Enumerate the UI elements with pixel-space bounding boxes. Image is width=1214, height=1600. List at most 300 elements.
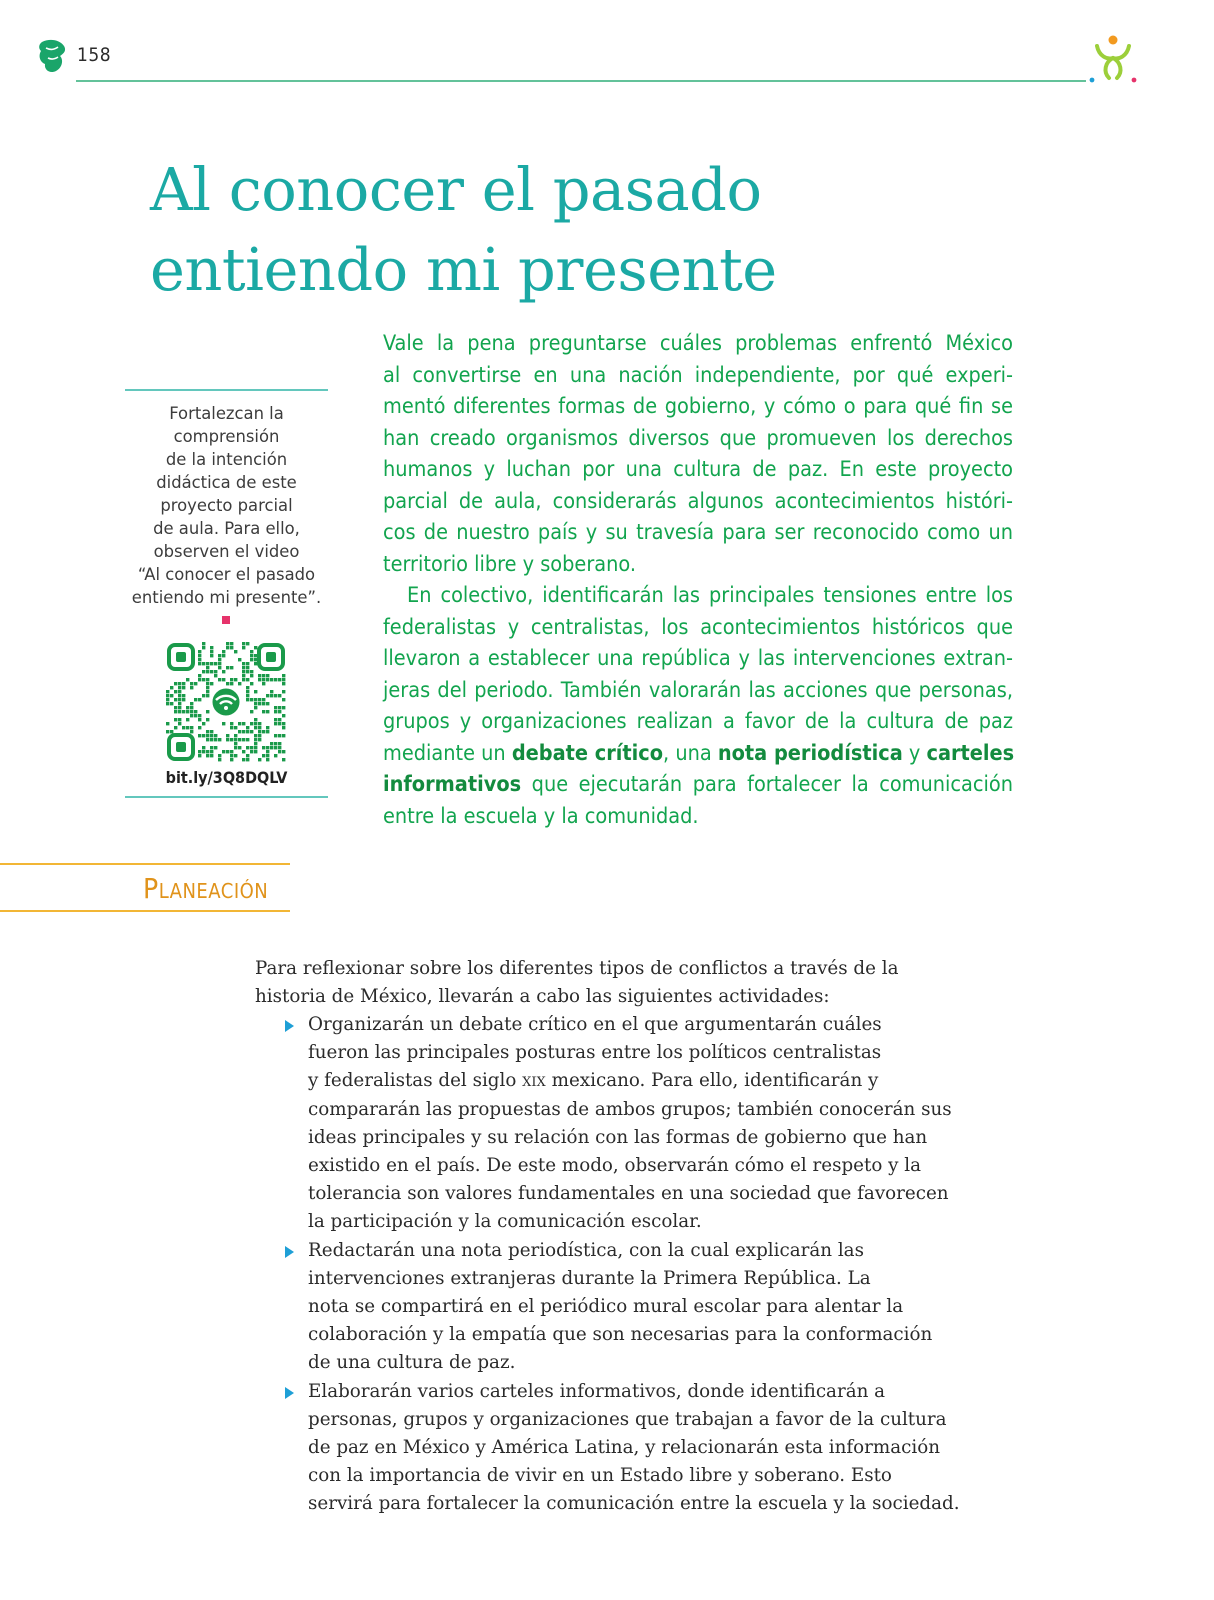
qr-module (210, 746, 213, 749)
qr-module (230, 754, 233, 757)
body-line: historia de México, llevarán a cabo las siguientes actividades: (255, 986, 830, 1007)
list-line: servirá para fortalecer la comunicación entre la escuela y la sociedad. (308, 1493, 960, 1515)
qr-module (210, 654, 213, 657)
list-line: colaboración y la empatía que son necesarias para la conformación (308, 1324, 933, 1346)
qr-module (274, 718, 277, 721)
qr-module (210, 738, 213, 741)
section-bottom-divider (0, 910, 290, 912)
list-line (308, 1067, 962, 1095)
qr-module (226, 642, 229, 645)
qr-module (206, 754, 209, 757)
qr-module (242, 730, 245, 733)
qr-module (258, 738, 261, 741)
qr-module (190, 686, 193, 689)
qr-module (246, 670, 249, 673)
qr-module (278, 746, 281, 749)
bullet-triangle-icon (285, 1387, 294, 1399)
qr-module (178, 702, 181, 705)
qr-module (218, 678, 221, 681)
qr-module (250, 746, 253, 749)
qr-module (166, 698, 169, 701)
qr-module (266, 750, 269, 753)
intro-line: llevaron a establecer una república y las intervenciones extran- (383, 646, 1013, 671)
qr-module (174, 682, 177, 685)
qr-module (246, 726, 249, 729)
qr-module (242, 722, 245, 725)
qr-module (214, 670, 217, 673)
qr-module (178, 698, 181, 701)
list-line: la participación y la comunicación escolar. (308, 1211, 702, 1233)
qr-module (178, 682, 181, 685)
keyword-informativos: informativos (383, 772, 522, 797)
qr-module (206, 686, 209, 689)
qr-module (238, 658, 241, 661)
section-top-divider (0, 863, 290, 865)
qr-module (282, 750, 285, 753)
qr-module (206, 730, 209, 733)
qr-module (198, 734, 201, 737)
qr-module (246, 754, 249, 757)
sidebar-line: entiendo mi presente”. (131, 588, 322, 607)
qr-module (198, 754, 201, 757)
qr-module (282, 726, 285, 729)
sidebar-line: proyecto parcial (160, 496, 293, 515)
qr-module (246, 698, 249, 701)
qr-module (202, 670, 205, 673)
qr-module (242, 646, 245, 649)
qr-module (282, 758, 285, 761)
qr-code[interactable] (166, 642, 286, 762)
qr-module (258, 698, 261, 701)
qr-module (282, 714, 285, 717)
qr-module (266, 678, 269, 681)
qr-module (170, 686, 173, 689)
qr-module (202, 722, 205, 725)
qr-module (178, 686, 181, 689)
qr-module (254, 718, 257, 721)
qr-module (174, 698, 177, 701)
qr-module (206, 662, 209, 665)
intro-text: que ejecutarán para fortalecer la comunicación (521, 772, 1013, 797)
qr-module (246, 662, 249, 665)
list-line: personas, grupos y organizaciones que trabajan a favor de la cultura (308, 1408, 947, 1430)
qr-module (242, 678, 245, 681)
qr-module (250, 698, 253, 701)
qr-module (258, 674, 261, 677)
qr-module (262, 754, 265, 757)
qr-module (230, 758, 233, 761)
qr-module (282, 678, 285, 681)
list-item (282, 1237, 962, 1378)
qr-module (262, 674, 265, 677)
qr-module (274, 694, 277, 697)
qr-module (206, 734, 209, 737)
qr-module (206, 738, 209, 741)
qr-module (182, 682, 185, 685)
qr-module (174, 690, 177, 693)
qr-module (242, 670, 245, 673)
qr-module (266, 710, 269, 713)
qr-module (190, 730, 193, 733)
qr-module (246, 690, 249, 693)
qr-module (198, 650, 201, 653)
qr-module (190, 710, 193, 713)
intro-line: territorio libre y soberano. (383, 551, 636, 577)
qr-module (254, 702, 257, 705)
qr-module (210, 670, 213, 673)
qr-module (198, 658, 201, 661)
qr-module (230, 642, 233, 645)
qr-module (166, 702, 169, 705)
qr-module (242, 642, 245, 645)
sidebar-line: de la intención (165, 450, 288, 469)
qr-module (278, 710, 281, 713)
qr-module (270, 678, 273, 681)
qr-module (242, 758, 245, 761)
qr-module (274, 746, 277, 749)
qr-module (274, 710, 277, 713)
page-title (150, 150, 850, 310)
qr-module (250, 730, 253, 733)
qr-module (206, 670, 209, 673)
qr-module (246, 746, 249, 749)
qr-module (202, 678, 205, 681)
qr-module (186, 706, 189, 709)
qr-module (230, 646, 233, 649)
qr-module (166, 690, 169, 693)
qr-module (194, 698, 197, 701)
qr-module (254, 746, 257, 749)
qr-module (222, 670, 225, 673)
qr-module (190, 726, 193, 729)
qr-module (258, 758, 261, 761)
qr-module (206, 750, 209, 753)
qr-module (246, 694, 249, 697)
qr-module (210, 754, 213, 757)
qr-module (282, 698, 285, 701)
qr-module (282, 734, 285, 737)
qr-module (182, 694, 185, 697)
qr-module (190, 706, 193, 709)
qr-module (206, 718, 209, 721)
qr-module (234, 754, 237, 757)
qr-module (206, 666, 209, 669)
qr-module (182, 710, 185, 713)
qr-module (250, 670, 253, 673)
qr-module (266, 746, 269, 749)
activity-list (282, 1011, 962, 1519)
sidebar-line: comprensión (173, 427, 280, 446)
qr-module (210, 682, 213, 685)
qr-module (274, 754, 277, 757)
intro-line: han creado organismos diversos que promueven los derechos (383, 425, 1013, 451)
list-text: mexicano. Para ello, identificarán y (545, 1070, 879, 1092)
qr-module (274, 678, 277, 681)
qr-module (210, 650, 213, 653)
sidebar-line: didáctica de este (156, 473, 297, 492)
intro-line: al convertirse en una nación independiente, por qué experi- (383, 362, 1013, 388)
qr-module (230, 722, 233, 725)
qr-module (190, 702, 193, 705)
qr-module (166, 722, 169, 725)
qr-module (226, 750, 229, 753)
qr-module (194, 714, 197, 717)
qr-module (182, 698, 185, 701)
qr-module (262, 710, 265, 713)
qr-module (210, 750, 213, 753)
keyword-carteles: carteles (926, 740, 1015, 766)
qr-module (218, 758, 221, 761)
qr-module (226, 738, 229, 741)
qr-module (262, 698, 265, 701)
sidebar-line: “Al conocer el pasado (137, 565, 316, 584)
qr-module (218, 662, 221, 665)
intro-line: grupos y organizaciones realizan a favor de la cultura de paz (383, 709, 1013, 734)
qr-module (202, 642, 205, 645)
qr-module (182, 726, 185, 729)
qr-module (226, 734, 229, 737)
qr-module (254, 726, 257, 729)
qr-module (282, 682, 285, 685)
qr-module (250, 710, 253, 713)
qr-module (210, 646, 213, 649)
qr-module (254, 734, 257, 737)
qr-module (166, 730, 169, 733)
qr-module (278, 734, 281, 737)
list-text: y federalistas del siglo (308, 1070, 523, 1092)
qr-module (198, 674, 201, 677)
qr-module (274, 706, 277, 709)
bullet-triangle-icon (285, 1246, 294, 1258)
qr-module (202, 746, 205, 749)
intro-line: humanos y luchan por una cultura de paz. En este proyecto (383, 457, 1013, 482)
sidebar-bottom-divider (125, 796, 328, 798)
qr-module (254, 706, 257, 709)
list-line: tolerancia son valores fundamentales en una sociedad que favorecen (308, 1183, 949, 1205)
qr-module (210, 734, 213, 737)
qr-module (206, 682, 209, 685)
qr-module (246, 678, 249, 681)
qr-module (170, 702, 173, 705)
qr-module (218, 738, 221, 741)
qr-module (230, 738, 233, 741)
bullet-triangle-icon (285, 1020, 294, 1032)
qr-module (282, 674, 285, 677)
qr-module (242, 666, 245, 669)
qr-module (242, 674, 245, 677)
qr-module (174, 718, 177, 721)
qr-module (198, 698, 201, 701)
qr-module (254, 698, 257, 701)
qr-module (186, 726, 189, 729)
qr-module (258, 726, 261, 729)
qr-module (214, 746, 217, 749)
qr-module (254, 690, 257, 693)
intro-text: , una (663, 740, 718, 766)
qr-module (182, 686, 185, 689)
qr-module (238, 746, 241, 749)
qr-module (174, 710, 177, 713)
qr-module (234, 746, 237, 749)
page-number: 158 (77, 44, 112, 66)
qr-module (250, 658, 253, 661)
qr-module (178, 710, 181, 713)
qr-module (218, 658, 221, 661)
qr-module (234, 650, 237, 653)
qr-module (202, 662, 205, 665)
qr-module (278, 722, 281, 725)
qr-module (222, 678, 225, 681)
title-line-1: Al conocer el pasado (150, 155, 762, 224)
qr-module (274, 722, 277, 725)
qr-module (186, 710, 189, 713)
qr-module (270, 694, 273, 697)
qr-module (278, 742, 281, 745)
sidebar-note (125, 402, 328, 609)
list-line: de paz en México y América Latina, y relacionarán esta información (308, 1437, 941, 1459)
qr-module (178, 694, 181, 697)
qr-module (246, 738, 249, 741)
keyword-debate: debate crítico (511, 740, 664, 766)
qr-module (278, 706, 281, 709)
qr-module (214, 674, 217, 677)
qr-module (246, 686, 249, 689)
qr-module (278, 718, 281, 721)
qr-module (250, 654, 253, 657)
header-divider (76, 80, 1086, 82)
qr-module (282, 706, 285, 709)
qr-module (266, 726, 269, 729)
qr-module (230, 678, 233, 681)
qr-module (226, 682, 229, 685)
qr-module (254, 654, 257, 657)
list-line: de una cultura de paz. (308, 1352, 516, 1374)
qr-module (238, 682, 241, 685)
qr-module (258, 734, 261, 737)
qr-module (234, 734, 237, 737)
qr-module (246, 642, 249, 645)
list-line: Redactarán una nota periodística, con la cual explicarán las (308, 1239, 864, 1261)
title-line-2: entiendo mi presente (150, 235, 777, 304)
qr-module (278, 694, 281, 697)
qr-module (234, 742, 237, 745)
qr-module (262, 682, 265, 685)
qr-module (218, 754, 221, 757)
intro-line (383, 769, 1013, 801)
qr-module (198, 678, 201, 681)
qr-module (254, 722, 257, 725)
qr-module (262, 702, 265, 705)
qr-module (250, 650, 253, 653)
qr-module (206, 694, 209, 697)
qr-module (222, 650, 225, 653)
qr-module (246, 758, 249, 761)
qr-module (202, 750, 205, 753)
qr-module (214, 734, 217, 737)
list-item (282, 1378, 962, 1519)
list-line: intervenciones extranjeras durante la Primera República. La (308, 1267, 871, 1289)
intro-line: Vale la pena preguntarse cuáles problemas enfrentó México (383, 331, 1013, 356)
qr-module (238, 722, 241, 725)
intro-line: entre la escuela y la comunidad. (383, 803, 699, 829)
qr-module (242, 662, 245, 665)
qr-module (198, 662, 201, 665)
qr-module (222, 750, 225, 753)
qr-module (210, 662, 213, 665)
qr-module (214, 662, 217, 665)
qr-module (278, 750, 281, 753)
qr-module (202, 646, 205, 649)
intro-line: federalistas y centralistas, los acontecimientos históricos que (383, 614, 1013, 640)
qr-module (254, 662, 257, 665)
qr-module (254, 750, 257, 753)
sidebar-line: Fortalezcan la (169, 404, 284, 423)
sidebar-top-divider (125, 389, 328, 391)
qr-module (178, 722, 181, 725)
qr-module (274, 734, 277, 737)
qr-module (186, 718, 189, 721)
qr-module (194, 682, 197, 685)
section-heading: Planeación (143, 872, 269, 905)
qr-module (278, 678, 281, 681)
qr-module (266, 694, 269, 697)
qr-module (174, 706, 177, 709)
qr-module (242, 750, 245, 753)
qr-module (282, 690, 285, 693)
short-link[interactable]: bit.ly/3Q8DQLV (165, 768, 288, 787)
list-line: con la importancia de vivir en un Estado libre y soberano. Esto (308, 1465, 892, 1487)
qr-module (238, 730, 241, 733)
qr-module (274, 742, 277, 745)
intro-line: jeras del periodo. También valorarán las acciones que personas, (383, 677, 1013, 703)
qr-module (202, 694, 205, 697)
qr-module (282, 722, 285, 725)
qr-module (222, 722, 225, 725)
qr-module (238, 738, 241, 741)
qr-module (206, 710, 209, 713)
qr-module (258, 730, 261, 733)
list-line: ideas principales y su relación con las formas de gobierno que han (308, 1126, 928, 1148)
qr-module (262, 678, 265, 681)
qr-module (270, 690, 273, 693)
qr-module (186, 678, 189, 681)
qr-module (254, 646, 257, 649)
intro-line: parcial de aula, considerarás algunos acontecimientos históri- (383, 488, 1013, 514)
intro-line: mentó diferentes formas de gobierno, y cómo o para qué fin se (383, 394, 1013, 419)
qr-module (258, 722, 261, 725)
list-line: existido en el país. De este modo, observarán cómo el respeto y la (308, 1155, 922, 1177)
qr-module (258, 678, 261, 681)
qr-module (210, 730, 213, 733)
list-line: nota se compartirá en el periódico mural escolar para alentar la (308, 1296, 904, 1318)
qr-module (202, 734, 205, 737)
qr-module (218, 666, 221, 669)
qr-module (230, 726, 233, 729)
qr-module (250, 682, 253, 685)
qr-module (190, 682, 193, 685)
qr-module (226, 646, 229, 649)
qr-module (198, 654, 201, 657)
qr-module (222, 654, 225, 657)
qr-module (166, 694, 169, 697)
qr-module (266, 730, 269, 733)
qr-module (174, 726, 177, 729)
qr-module (198, 714, 201, 717)
keyword-nota: nota periodística (717, 740, 903, 766)
qr-module (266, 754, 269, 757)
emblem-leaf-icon (36, 38, 68, 74)
body-line: Para reflexionar sobre los diferentes tipos de conflictos a través de la (255, 958, 899, 979)
